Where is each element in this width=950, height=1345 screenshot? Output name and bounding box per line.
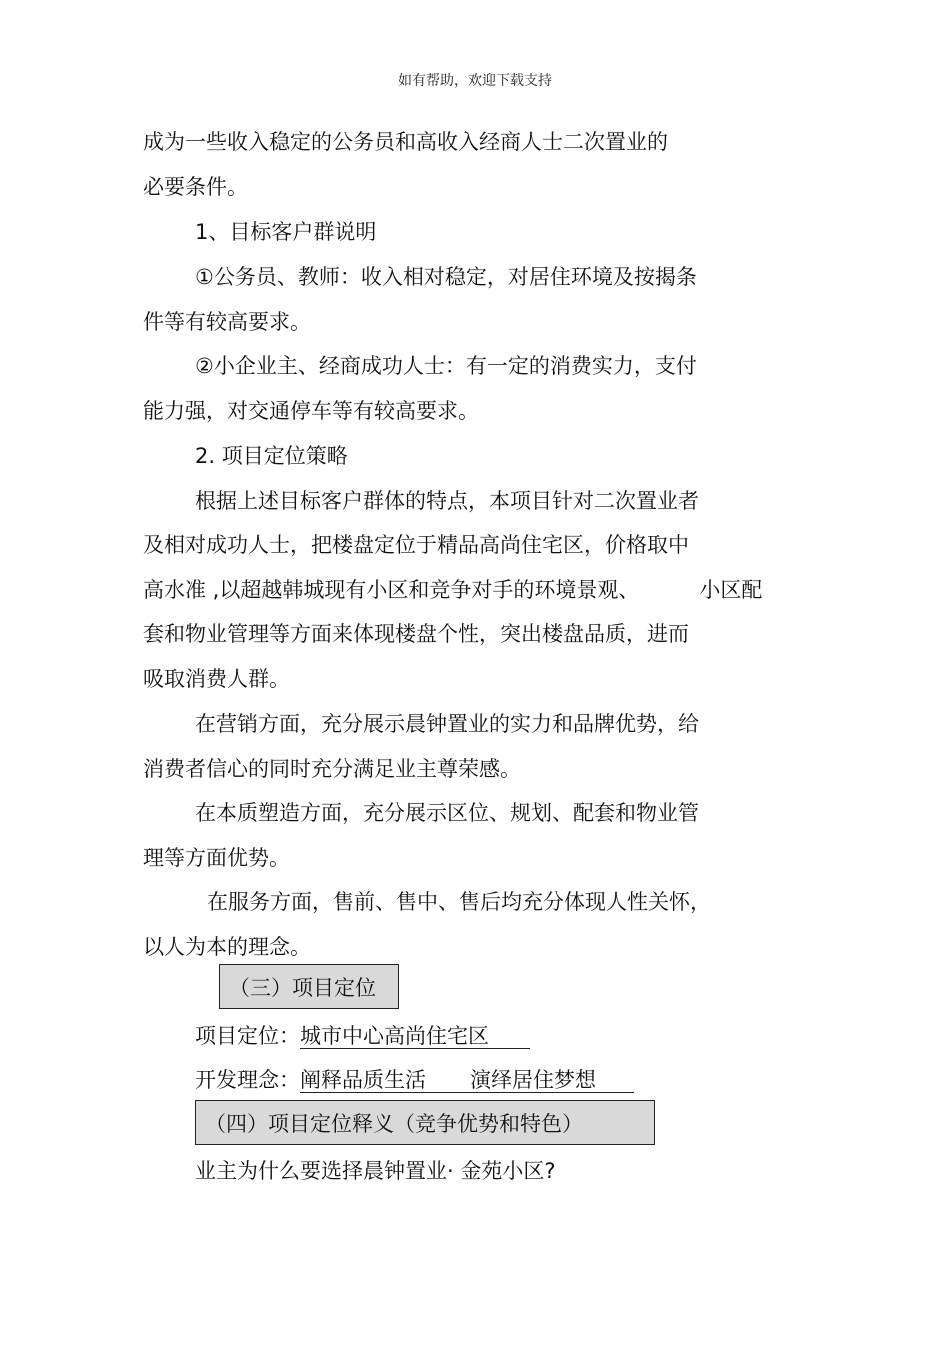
paragraph-line: 必要条件。 — [143, 175, 248, 199]
paragraph-line: 根据上述目标客户群体的特点，本项目针对二次置业者 — [195, 489, 699, 513]
section-4-heading: （四）项目定位释义（竞争优势和特色） — [195, 1100, 655, 1145]
paragraph-line — [143, 576, 762, 604]
positioning-row — [195, 1022, 530, 1050]
text-fragment: 高水准 ,以超越韩城现有小区和竞争对手的环境景观、 — [143, 578, 640, 602]
paragraph-line: 在本质塑造方面，充分展示区位、规划、配套和物业管 — [195, 801, 699, 825]
section-3-heading: （三）项目定位 — [219, 964, 399, 1009]
section-heading: 2. 项目定位策略 — [195, 444, 348, 468]
text-fragment: 小区配 — [699, 578, 763, 602]
list-item: 件等有较高要求。 — [143, 310, 311, 334]
paragraph-line: 理等方面优势。 — [143, 846, 290, 870]
concept-value-line — [300, 1068, 634, 1093]
paragraph-line: 套和物业管理等方面来体现楼盘个性，突出楼盘品质，进而 — [143, 622, 689, 646]
list-item: 能力强，对交通停车等有较高要求。 — [143, 399, 479, 423]
paragraph-line: 及相对成功人士，把楼盘定位于精品高尚住宅区，价格取中 — [143, 533, 689, 557]
question-line: 业主为什么要选择晨钟置业· 金苑小区? — [195, 1159, 556, 1183]
paragraph-line: 成为一些收入稳定的公务员和高收入经商人士二次置业的 — [143, 130, 668, 154]
positioning-value: 城市中心高尚住宅区 — [300, 1024, 530, 1049]
list-item: ①公务员、教师：收入相对稳定，对居住环境及按揭条 — [195, 265, 697, 289]
paragraph-line: 消费者信心的同时充分满足业主尊荣感。 — [143, 757, 521, 781]
paragraph-line: 吸取消费人群。 — [143, 667, 290, 691]
concept-label: 开发理念： — [195, 1068, 300, 1092]
list-item: ②小企业主、经商成功人士：有一定的消费实力，支付 — [195, 354, 697, 378]
concept-value-2: 演绎居住梦想 — [470, 1068, 596, 1092]
concept-row — [195, 1066, 634, 1094]
concept-value-1: 阐释品质生活 — [300, 1068, 426, 1092]
paragraph-line: 以人为本的理念。 — [143, 935, 311, 959]
positioning-label: 项目定位： — [195, 1024, 300, 1048]
paragraph-line: 在服务方面，售前、售中、售后均充分体现人性关怀， — [207, 890, 711, 914]
section-heading: 1、目标客户群说明 — [195, 220, 377, 244]
paragraph-line: 在营销方面，充分展示晨钟置业的实力和品牌优势，给 — [195, 712, 699, 736]
page-header: 如有帮助，欢迎下载支持 — [398, 73, 552, 89]
